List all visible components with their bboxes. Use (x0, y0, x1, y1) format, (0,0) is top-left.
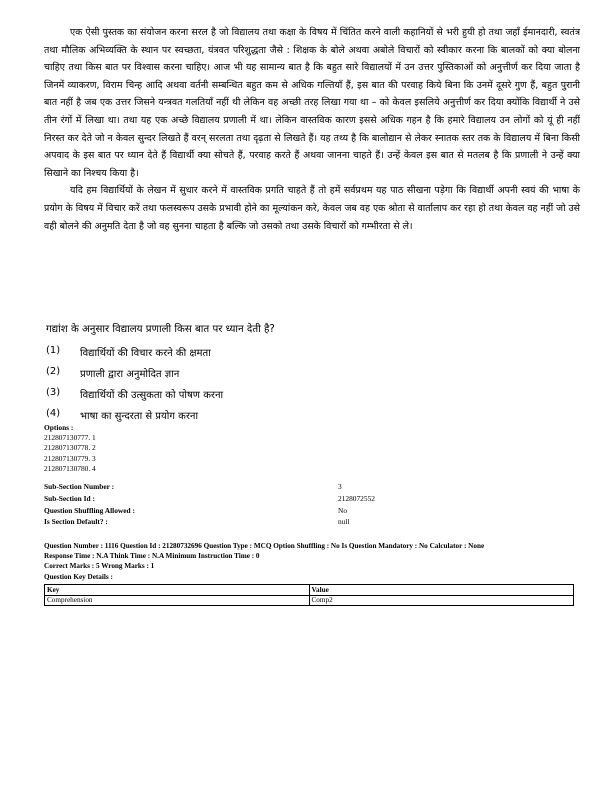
subsection-value: 2128072552 (338, 493, 375, 503)
key-table-row (45, 595, 574, 606)
subsection-value: 3 (338, 482, 342, 491)
subsection-info (44, 481, 458, 528)
subsection-row (44, 481, 458, 493)
passage-paragraph-2: यदि हम विद्यार्थियों के लेखन में सुधार करने में वास्तविक प्रगति चाहते हैं तो हमें सर्वप्रथम यह पाठ सीखना पड़ेगा कि विद्यार्थी अपनी स्वयं की भाषा के प्रयोग के विषय में विचार करें तथा फलस्वरूप उसके प्रभावी होने का मूल्यांकन करे, केवल जब वह एक श्रोता से वार्तालाप कर रहा हो तथा केवल वह नहीं जो उसे वही बोलने की अनुमति देता है जो वह सुनना चाहता है बल्कि जो उसको तथा उसके विचारों को गम्भीरता से ले। (44, 185, 580, 232)
answer-option-2 (46, 366, 223, 387)
passage-paragraph-1: एक ऐसी पुस्तक का संयोजन करना सरल है जो विद्यालय तथा कक्षा के विषय में चिंतित करने वाली कहानियों से भरी हुयी हो तथा जहाँ ईमानदारी, स्वतंत्र तथा मौलिक अभिव्यक्ति के स्थान पर स्वच्छता, यंत्रवत परिशुद्धता जैसे : शिक्षक के बोले अथवा अबोले विचारों को स्वीकार करना कि बालकों को क्या बोलना चाहिए तथा किस बात पर विश्वास करना चाहिए। आज भी यह सामान्य बात है कि बहुत सारे विद्यालयों में उन उत्तर पुस्तिकाओं को अनुत्तीर्ण कर दिया जाता है जिनमें व्याकरण, विराम चिन्ह आदि अथवा वर्तनी सम्बन्धित बहुत कम से अधिक गल्तियाँ हैं, इस बात की परवाह किये बिना कि उनमें दूसरे गुण हैं, बहुत पुरानी बात नहीं है जब एक उत्तर जिसने यन्त्रवत गलतियाँ नहीं थी लेकिन वह अच्छी तरह लिखा गया था – को केवल इसलिये अनुत्तीर्ण कर दिया क्योंकि विद्यार्थी ने उसे तीन रंगों में लिखा था। तथा यह एक अच्छे विद्यालय प्रणाली में था। लेकिन वास्तविक कारण इससे अधिक गहन है कि हमारे विद्यालय उन लोगों को यूं ही नहीं निरस्त कर देते जो न केवल सुन्दर लिखते हैं वरन् सरलता तथा दृढ़ता से लिखते हैं। यह तथ्य है कि बालोद्यान से लेकर स्नातक स्तर तक के विद्यालय में बिना किसी अपवाद के इस बात पर ध्यान देते हैं विद्यार्थी क्या सोचते हैं, परवाह करते हैं अथवा जानना चाहते हैं। उन्हें केवल इस बात से मतलब है कि प्रणाली ने उन्हें क्या सिखाने का निश्चय किया है। (44, 27, 580, 179)
subsection-value: No (338, 505, 348, 515)
option-id: 212807130779. 3 (44, 453, 96, 463)
value-cell: Comp2 (309, 595, 574, 606)
option-text: विद्यार्थियों की विचार करने की क्षमता (80, 348, 211, 359)
question-key-table (44, 584, 574, 606)
option-number: (3) (46, 387, 61, 398)
options-label: Options : (44, 423, 74, 432)
option-id: 212807130778. 2 (44, 443, 96, 453)
subsection-value: null (338, 517, 350, 527)
answer-option-3 (46, 387, 223, 408)
option-id: 212807130780. 4 (44, 463, 96, 473)
subsection-key: Is Section Default? : (44, 517, 108, 527)
answer-option-1 (46, 345, 223, 366)
option-text: भाषा का सुन्दरता से प्रयोग करना (80, 411, 199, 422)
question-meta-line: Response Time : N.A Think Time : N.A Minimum Instruction Time : 0 (44, 552, 260, 561)
subsection-row (44, 505, 458, 517)
option-number: (2) (46, 366, 61, 377)
subsection-row (44, 493, 458, 505)
option-text: विद्यार्थियों की उत्सुकता को पोषण करना (80, 390, 224, 401)
question-metadata (44, 541, 584, 582)
question-meta-line: Question Number : 1116 Question Id : 21280732696 Question Type : MCQ Option Shuffling : No Is Question Mandatory : No Calculator : None (44, 542, 485, 550)
option-number: (4) (46, 408, 61, 419)
subsection-key: Question Shuffling Allowed : (44, 505, 135, 515)
key-table-header (45, 585, 574, 596)
question-text: गद्यांश के अनुसार विद्यालय प्रणाली किस बात पर ध्यान देती है? (46, 324, 275, 335)
question-meta-line: Question Key Details : (44, 572, 113, 581)
option-text: प्रणाली द्वारा अनुमोदित ज्ञान (80, 369, 180, 380)
option-ids-block (44, 423, 96, 474)
subsection-key: Sub-Section Id : (44, 493, 95, 503)
answer-options (46, 345, 223, 429)
subsection-key: Sub-Section Number : (44, 482, 115, 491)
value-header: Value (309, 585, 574, 596)
subsection-row (44, 516, 458, 528)
key-header: Key (45, 585, 310, 596)
question-meta-line: Correct Marks : 5 Wrong Marks : 1 (44, 562, 155, 571)
comprehension-passage (44, 24, 580, 235)
option-number: (1) (46, 345, 61, 356)
option-id: 212807130777. 1 (44, 433, 96, 443)
key-cell: Comprehension (45, 595, 310, 606)
